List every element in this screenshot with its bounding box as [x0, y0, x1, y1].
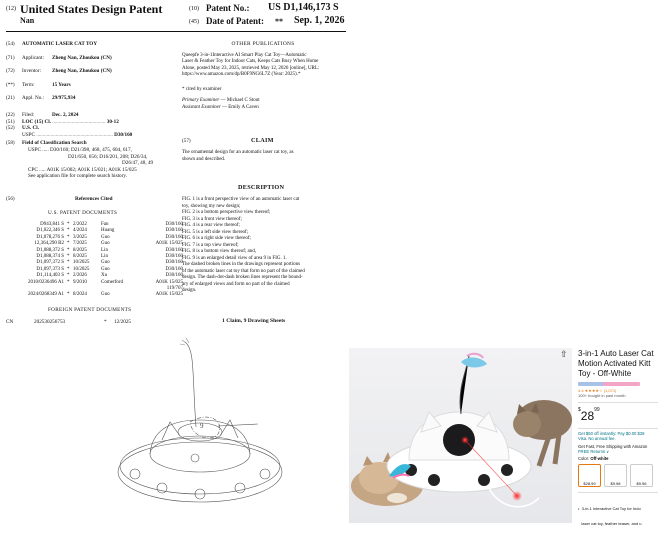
- reference-row: 12,364,290 B2 * 7/2025 Guo A01K 15/025: [34, 241, 183, 247]
- reference-row: 119/707: [166, 286, 183, 292]
- reference-row: D943,841 S * 2/2022 Fan D30/160: [40, 222, 183, 227]
- assistant-examiner: Assistant Examiner — Emily A Caven: [182, 104, 259, 110]
- feature-bullet: • 3-in-1 Interactive Cat Toy for Indo laser cat toy, feather teaser, and u: [578, 505, 642, 526]
- other-pub-line: Laser & Feather Toy for Indoor Cats, Keeps Cats Busy When Home: [182, 59, 319, 65]
- other-pub-title: OTHER PUBLICATIONS: [231, 41, 295, 47]
- other-pub-line: Alone, posted May 23, 2025, retrieved May 12, 2026 [online], URL:: [182, 65, 320, 71]
- divider: [578, 402, 658, 403]
- patent-no-label: Patent No.:: [206, 3, 250, 13]
- date-label: Date of Patent:: [206, 16, 264, 26]
- field-uspc: USPC ........................................................... D30/160: [22, 131, 133, 138]
- patent-title: United States Design Patent: [20, 2, 163, 16]
- field-filed: (22) Filed: Dec. 2, 2024: [6, 111, 79, 118]
- reference-row: D1,022,346 S * 4/2024 Huang D30/160: [36, 228, 183, 234]
- variant-swatch[interactable]: $9.96: [630, 464, 653, 487]
- price: $^{\$}28^{99}$: [578, 406, 600, 423]
- other-publications: [182, 41, 344, 111]
- free-returns[interactable]: FREE Returns ∨: [578, 449, 610, 455]
- us-patent-docs-title: U.S. PATENT DOCUMENTS: [48, 210, 118, 216]
- reference-row: 2024/0268349 A1 * 8/2024 Guo A01K 15/025: [28, 292, 183, 298]
- rating[interactable]: 4.4 ★★★★☆ (1,071): [578, 388, 617, 393]
- shipping-offer[interactable]: Get Fast, Free Shipping with Amazon: [578, 444, 648, 450]
- divider: [578, 428, 658, 429]
- field-inventor: (72) Inventor: Zheng Nan, Zhoukou (CN): [6, 68, 112, 75]
- card-note[interactable]: Visa. No annual fee.: [578, 436, 616, 442]
- patent-date: Sep. 1, 2026: [294, 15, 345, 26]
- biblio-fields: [6, 41, 176, 180]
- claim-code: (57): [182, 138, 191, 144]
- drawing-ref-label: 9: [200, 422, 204, 430]
- field-us-cl: (52) U.S. Cl.: [6, 125, 40, 132]
- field-applicant: (71) Applicant: Zheng Nan, Zhoukou (CN): [6, 54, 112, 61]
- amazon-listing: [578, 349, 658, 536]
- header-rule: [6, 31, 346, 32]
- date-star: **: [275, 17, 283, 26]
- inventor-short: Nan: [20, 16, 35, 25]
- us-references-table: [10, 222, 183, 299]
- product-title[interactable]: 3-in-1 Auto Laser Cat Motion Activated Kitt Toy - Off-White: [578, 349, 654, 378]
- description-text: FIG. 1 is a front perspective view of an automatic laser cat toy, showing my new design; FIG. 2 is a bottom perspective view thereof; FIG. 3 is a front view thereof; FIG. 4 is a rear view thereof; FIG. 5 is a left side view thereof; FIG. 6 is a right side view thereof; FIG. 7 is a top view thereof; FIG. 8 is a bottom view thereof; and, FIG. 9 is an enlarged detail view of area 9 in FIG. 1. The dashed broken lines in the drawings represent portions of the automatic laser cat toy that form no part of the claimed design. The dash-dot-dash broken lines represent the bound- ary of enlarged views and form no part of the claimed design.: [182, 197, 305, 293]
- reference-row: D1,097,372 S * 10/2025 Guo D30/160: [36, 260, 183, 266]
- cited-by-examiner: * cited by examiner: [182, 86, 222, 92]
- other-pub-line: https://www.amazon.com/dp/B0F9NG6L7Z (Year: 2025).*: [182, 72, 301, 78]
- code-12: (12): [6, 6, 16, 12]
- field-title: (54) AUTOMATIC LASER CAT TOY: [6, 41, 98, 47]
- claim-title: CLAIM: [251, 137, 274, 144]
- color-selection: Color: Off-white: [578, 456, 609, 462]
- other-pub-line: Queepfe 3-in-1Interactive AI Smart Play Cat Toy—Automatic: [182, 52, 307, 58]
- field-search: (58) Field of Classification Search: [6, 140, 87, 147]
- foreign-docs-title: FOREIGN PATENT DOCUMENTS: [48, 307, 132, 313]
- code-10: (10): [189, 6, 199, 12]
- field-loc: (51) LOC (15) Cl. ......................................... 30-12: [6, 118, 119, 125]
- description-title: DESCRIPTION: [238, 184, 285, 191]
- reference-row: D1,114,403 S * 2/2026 Xu D30/160: [36, 273, 183, 279]
- code-45: (45): [189, 19, 199, 25]
- color-banner: [578, 382, 640, 386]
- reference-row: D1,078,276 S * 3/2025 Guo D30/160: [36, 234, 183, 240]
- classification-line: D26/47, 48, 49: [122, 160, 154, 167]
- classification-line: See application file for complete search history.: [28, 173, 127, 180]
- bought-count: 100+ bought in past month: [578, 393, 626, 398]
- variant-swatch[interactable]: $28.99: [578, 464, 601, 487]
- patent-number: US D1,146,173 S: [268, 2, 339, 13]
- references-code: (56): [6, 196, 15, 202]
- reference-row: 2010/0236496 A1 * 9/2010 Comerford A01K 15/025: [28, 279, 183, 285]
- share-icon[interactable]: ⇧: [560, 349, 568, 359]
- reference-row: D1,088,374 S * 8/2025 Lin D30/160: [36, 254, 183, 260]
- card-offer[interactable]: Get $50 off instantly: Pay $0.00 $28: [578, 431, 645, 437]
- reference-row: D1,088,372 S * 8/2025 Lin D30/160: [36, 247, 183, 253]
- classification-line: CPC ..... A01K 15/002; A01K 15/021; A01K 15/025: [28, 166, 137, 173]
- primary-examiner: Primary Examiner — Michael C Stout: [182, 98, 260, 104]
- patent-drawing: [100, 332, 340, 522]
- references-title: References Cited: [75, 196, 113, 202]
- foreign-row: CN 202530256753 * 12/2025: [6, 319, 132, 325]
- claims-summary: 1 Claim, 9 Drawing Sheets: [222, 318, 286, 324]
- product-photo: [349, 348, 572, 523]
- reference-row: D1,097,373 S * 10/2025 Guo D30/160: [36, 266, 183, 272]
- variant-swatch[interactable]: $9.98: [604, 464, 627, 487]
- classification-line: D21/650, 656; D16/201, 208; D26/34,: [68, 153, 148, 160]
- claim-text: The ornamental design for an automatic laser cat toy, as shown and described.: [182, 150, 294, 162]
- variant-swatches: [578, 464, 658, 487]
- divider: [578, 492, 658, 493]
- field-term: (**) Term: 15 Years: [6, 81, 71, 88]
- classification-line: USPC ..... D30/160; D21/398, 468, 475, 604, 617,: [28, 146, 132, 153]
- field-appl-no: (21) Appl. No.: 29/975,934: [6, 95, 76, 102]
